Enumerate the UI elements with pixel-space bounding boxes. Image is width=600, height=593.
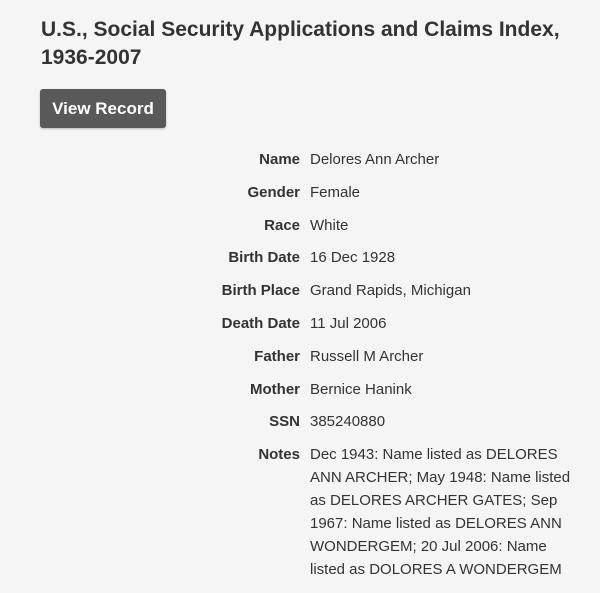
field-value: White	[310, 216, 349, 234]
field-label: Name	[259, 151, 300, 168]
field-value: 385240880	[310, 413, 386, 431]
field-value: Delores Ann Archer	[310, 151, 440, 168]
field-label: Birth Place	[221, 282, 300, 300]
field-value: Russell M Archer	[310, 347, 424, 365]
field-label: Birth Date	[228, 249, 300, 267]
field-row-name	[0, 148, 600, 171]
field-value: Grand Rapids, Michigan	[310, 282, 471, 300]
field-label: Mother	[250, 380, 300, 398]
field-row-notes	[0, 443, 600, 581]
field-label: Gender	[247, 183, 300, 201]
field-label: SSN	[269, 413, 300, 431]
record-title: U.S., Social Security Applications and Claims Index, 1936-2007	[41, 18, 560, 69]
field-value: 16 Dec 1928	[310, 249, 396, 267]
field-row-ssn	[0, 410, 600, 433]
view-record-button[interactable]: View Record	[40, 89, 166, 128]
record-fields	[0, 148, 600, 591]
field-value: 11 Jul 2006	[310, 314, 387, 332]
field-value: Dec 1943: Name listed as DELORES ANN ARCHER; May 1948: Name listed as DELORES ARCHER GATES; Sep 1967: Name listed as DELORES ANN WONDERGEM; 20 Jul 2006: Name listed as DOLORES A WONDERGEM	[310, 446, 571, 579]
field-label: Race	[264, 216, 300, 234]
field-row-death-date	[0, 312, 600, 335]
field-row-birth-place	[0, 279, 600, 302]
field-row-race	[0, 214, 600, 237]
field-row-father	[0, 345, 600, 368]
field-row-mother	[0, 378, 600, 401]
field-value: Bernice Hanink	[310, 380, 412, 398]
field-row-birth-date	[0, 246, 600, 269]
field-label: Death Date	[221, 314, 300, 332]
field-value: Female	[310, 183, 361, 201]
field-label: Notes	[258, 446, 300, 464]
field-label: Father	[254, 347, 300, 365]
field-row-gender	[0, 181, 600, 204]
